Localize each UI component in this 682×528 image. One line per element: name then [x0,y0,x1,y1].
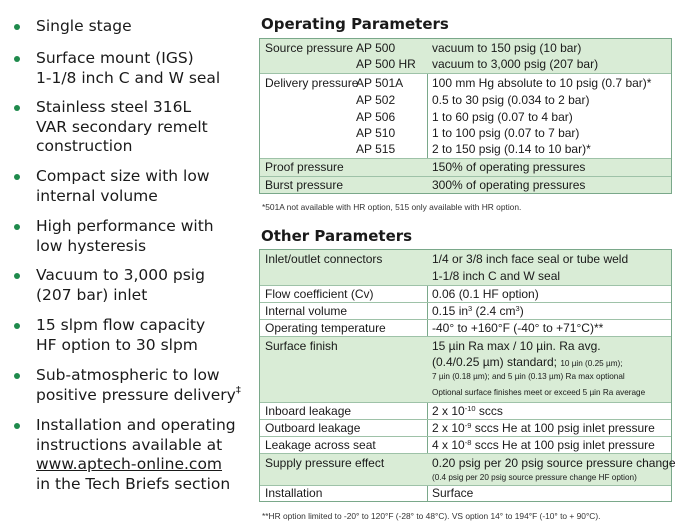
model-label: AP 500 HR [356,57,416,71]
row-value: Optional surface finishes meet or exceed 5 µin Ra average [432,388,646,397]
table-row-inlet-outlet [260,250,671,285]
row-value: 100 mm Hg absolute to 10 psig (0.7 bar)* [432,76,652,90]
row-label: Internal volume [265,304,348,318]
row-value: 0.5 to 30 psig (0.034 to 2 bar) [432,93,590,107]
feature-text: internal volume [36,186,158,205]
row-value: 0.15 $in^3$ (2.4 $cm^3$) [432,304,524,318]
row-label: Operating temperature [265,321,386,335]
row-value: 1 to 100 psig (0.07 to 7 bar) [432,126,580,140]
row-value: (0.4/0.25 µm) standard; 10 µin (0.25 µm); [432,355,623,369]
table-row-delivery-pressure [260,73,671,158]
row-label: Proof pressure [265,160,344,174]
row-value: 1/4 or 3/8 inch face seal or tube weld [432,252,629,266]
model-label: AP 515 [356,142,396,156]
row-value: 300% of operating pressures [432,178,586,192]
other-parameters-heading: Other Parameters [261,227,413,245]
row-value: 1-1/8 inch C and W seal [432,269,561,283]
feature-text: High performance with [36,217,214,235]
row-label: Outboard leakage [265,421,361,435]
bullet-dot [14,224,20,230]
feature-text: Vacuum to 3,000 psig [36,266,205,284]
double-dagger-mark: ‡ [235,384,241,396]
feature-text: VAR secondary remelt [36,117,208,136]
row-value: 2 to 150 psig (0.14 to 10 bar)* [432,142,591,156]
row-value: 15 µin Ra max / 10 µin. Ra avg. [432,339,601,353]
feature-text: (207 bar) inlet [36,285,148,304]
feature-text: Stainless steel 316L [36,98,192,116]
model-label: AP 501A [356,76,404,90]
bullet-dot [14,56,20,62]
feature-text: construction [36,137,133,155]
table-row-supply-pressure-effect [260,453,676,485]
row-value: 7 µin (0.18 µm); and 5 µin (0.13 µm) Ra max optional [432,372,625,381]
model-label: AP 510 [356,126,396,140]
model-label: AP 500 [356,41,396,55]
other-footnote: **HR option limited to -20° to 120°F (-28° to 48°C). VS option 14° to 194°F (-10° to + 90°C). [262,511,601,521]
operating-parameters-table [259,38,672,194]
table-row-operating-temperature [260,319,671,336]
bullet-dot [14,373,20,379]
feature-text: 15 slpm flow capacity [36,316,206,334]
bullet-dot [14,105,20,111]
table-row-installation [260,485,671,501]
feature-text: Surface mount (IGS) [36,49,194,67]
row-label: Flow coefficient (Cv) [265,287,374,301]
row-value: 4 x $10^{-8}$ sccs He at 100 psig inlet pressure [432,438,655,452]
row-label: Leakage across seat [265,438,376,452]
row-value: (0.4 psig per 20 psig source pressure change HF option) [432,473,637,482]
table-row-proof-pressure [260,158,671,176]
table-row-flow-coefficient [260,285,671,302]
row-label: Supply pressure effect [265,456,385,470]
row-label: Source pressure [265,41,354,55]
feature-text: Compact size with low [36,167,210,185]
row-value: -40° to +160°F (-40° to +71°C)** [432,321,604,335]
model-label: AP 502 [356,93,396,107]
table-row-burst-pressure [260,176,671,193]
row-label: Burst pressure [265,178,344,192]
row-value: 1 to 60 psig (0.07 to 4 bar) [432,110,573,124]
row-label: Delivery pressure [265,76,359,90]
table-row-inboard-leakage [260,402,671,419]
feature-text: Sub-atmospheric to low [36,366,220,384]
row-value: Surface [432,486,474,500]
table-row-internal-volume [260,302,671,319]
feature-text: positive pressure delivery [36,385,236,404]
row-label: Surface finish [265,339,338,353]
feature-text: Installation and operating [36,416,236,434]
row-label: Inlet/outlet connectors [265,252,383,266]
bullet-dot [14,273,20,279]
row-value: 150% of operating pressures [432,160,586,174]
model-label: AP 506 [356,110,396,124]
bullet-dot [14,24,20,30]
operating-footnote: *501A not available with HR option, 515 only available with HR option. [262,202,522,212]
row-value: vacuum to 150 psig (10 bar) [432,41,582,55]
row-label: Installation [265,486,323,500]
feature-text: 1-1/8 inch C and W seal [36,68,221,87]
bullet-dot [14,323,20,329]
bullet-dot [14,174,20,180]
operating-parameters-heading: Operating Parameters [261,15,449,33]
bullet-dot [14,423,20,429]
website-link[interactable]: www.aptech-online.com [36,455,223,473]
row-value: vacuum to 3,000 psig (207 bar) [432,57,599,71]
feature-text: instructions available at [36,435,223,454]
feature-text: in the Tech Briefs section [36,474,231,493]
table-row-surface-finish [260,336,671,402]
row-value: 0.06 (0.1 HF option) [432,287,539,301]
table-row-outboard-leakage [260,419,671,436]
row-value: 2 x $10^{-9}$ sccs He at 100 psig inlet pressure [432,421,655,435]
row-value: 2 x $10^{-10}$ sccs [432,404,503,418]
feature-text: Single stage [36,17,132,35]
feature-text: HF option to 30 slpm [36,335,198,354]
other-parameters-table [259,249,676,502]
feature-text: low hysteresis [36,236,147,255]
table-row-leakage-across-seat [260,436,671,453]
row-label: Inboard leakage [265,404,352,418]
table-row-source-pressure [260,39,671,73]
row-value: 0.20 psig per 20 psig source pressure change [432,456,676,470]
